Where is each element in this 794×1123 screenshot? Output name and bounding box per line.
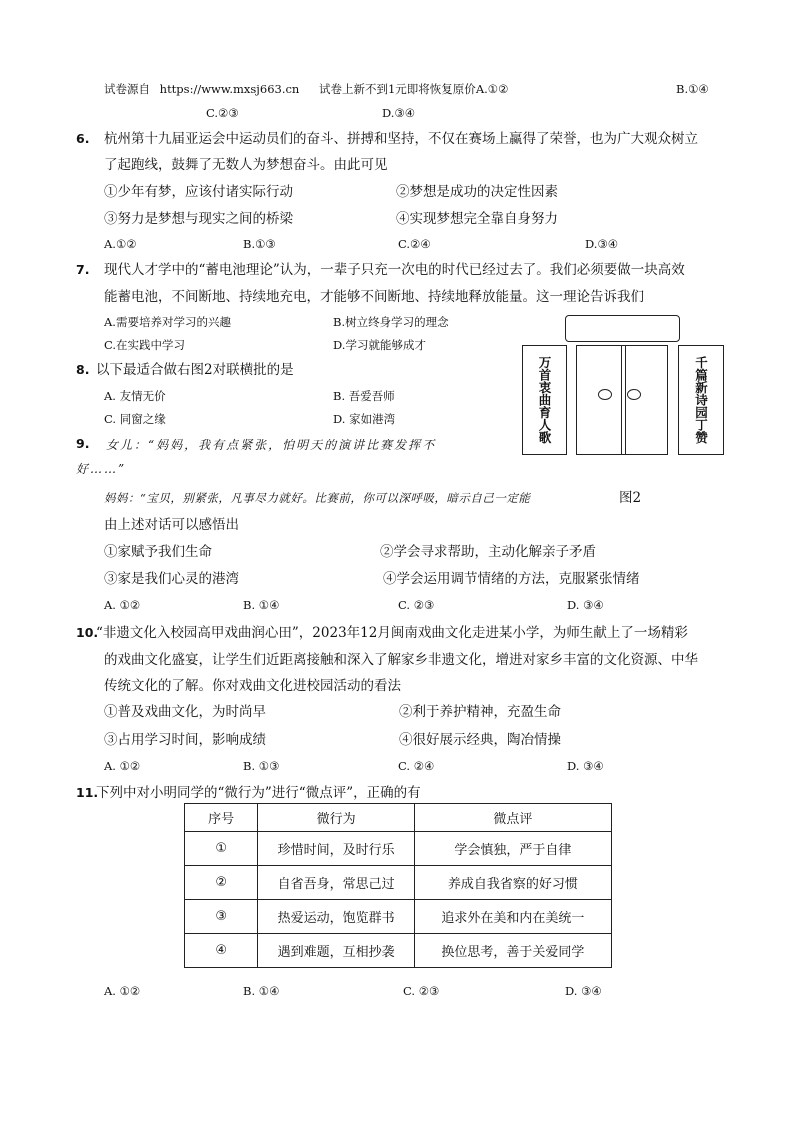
table-header: 微点评: [414, 804, 611, 832]
q6-stem-line2: 了起跑线，鼓舞了无数人为梦想奋斗。由此可见: [104, 157, 388, 173]
q9-number: 9.: [76, 436, 90, 451]
q9-statement-2: ②学会寻求帮助，主动化解亲子矛盾: [380, 544, 596, 560]
prev-option-c: C.②③: [206, 106, 239, 120]
q10-stem-line2: 的戏曲文化盛宴，让学生们近距离接触和深入了解家乡非遗文化，增进对家乡丰富的文化资源、中华: [104, 652, 698, 668]
q8-option-b: B. 吾爱吾师: [333, 389, 395, 403]
q10-stem-line1: “非遗文化入校园高甲戏曲润心田”，2023年12月闽南戏曲文化走进某小学，为师生献上了一场精彩: [96, 625, 688, 641]
q8-option-d: D. 家如港湾: [333, 412, 396, 426]
q6-statement-2: ②梦想是成功的决定性因素: [396, 184, 558, 200]
q9-daughter-line1: 女儿：“妈妈，我有点紧张，怕明天的演讲比赛发挥不: [106, 438, 437, 452]
left-couplet-text: 万首衷曲育人歌: [537, 356, 552, 444]
q10-statement-3: ③占用学习时间，影响成绩: [104, 732, 266, 748]
table-row: [185, 866, 612, 900]
table-cell: ②: [185, 866, 258, 900]
q11-option-a: A. ①②: [104, 984, 141, 998]
q10-option-d: D. ③④: [567, 759, 604, 773]
table-cell: 热爱运动，饱览群书: [258, 900, 415, 934]
q11-option-d: D. ③④: [565, 984, 602, 998]
q7-stem-line2: 能蓄电池，不间断地、持续地充电，才能够不间断地、持续地释放能量。这一理论告诉我们: [104, 289, 644, 305]
q7-option-a: A.需要培养对学习的兴趣: [104, 315, 231, 329]
q6-number: 6.: [76, 131, 90, 146]
q11-option-b: B. ①④: [243, 984, 280, 998]
q8-number: 8.: [76, 362, 90, 377]
q9-option-a: A. ①②: [104, 598, 141, 612]
table-cell: 追求外在美和内在美统一: [414, 900, 611, 934]
source-line: [104, 80, 508, 98]
q7-stem-line1: 现代人才学中的“蓄电池理论”认为，一辈子只充一次电的时代已经过去了。我们必须要做一块高效: [104, 262, 685, 278]
q7-number: 7.: [76, 262, 90, 277]
table-cell: 自省吾身，常思己过: [258, 866, 415, 900]
q9-option-b: B. ①④: [243, 598, 280, 612]
door-knob-right: [627, 389, 641, 400]
left-couplet: [522, 345, 567, 455]
q9-daughter-line2: 好……”: [76, 462, 127, 476]
table-header-row: [185, 804, 612, 832]
table-cell: ③: [185, 900, 258, 934]
figure-2-caption: 图2: [619, 490, 642, 506]
table-row: [185, 832, 612, 866]
table-row: [185, 934, 612, 968]
q10-option-c: C. ②④: [398, 759, 435, 773]
table-row: [185, 900, 612, 934]
q8-option-c: C. 同窗之缘: [104, 412, 166, 426]
q6-option-b: B.①③: [243, 237, 276, 251]
q7-option-b: B.树立终身学习的理念: [333, 315, 449, 329]
q9-mom-line: 妈妈：“宝贝，别紧张，凡事尽力就好。比赛前，你可以深呼吸，暗示自己一定能: [104, 491, 531, 505]
q8-option-a: A. 友情无价: [104, 389, 166, 403]
q10-number: 10.: [76, 625, 99, 640]
q9-option-d: D. ③④: [567, 598, 604, 612]
q10-option-a: A. ①②: [104, 759, 141, 773]
q10-stem-line3: 传统文化的了解。你对戏曲文化进校园活动的看法: [104, 678, 401, 694]
q11-number: 11.: [76, 785, 99, 800]
q9-lead: 由上述对话可以感悟出: [104, 517, 239, 533]
q6-statement-1: ①少年有梦，应该付诸实际行动: [104, 184, 293, 200]
q10-option-b: B. ①③: [243, 759, 280, 773]
q10-statement-2: ②利于养护精神，充盈生命: [399, 704, 561, 720]
q7-option-c: C.在实践中学习: [104, 338, 186, 352]
table-cell: ①: [185, 832, 258, 866]
q6-statement-4: ④实现梦想完全靠自身努力: [396, 211, 558, 227]
table-cell: 遇到难题，互相抄袭: [258, 934, 415, 968]
table-cell: 换位思考，善于关爱同学: [414, 934, 611, 968]
right-couplet-text: 千篇新诗园丁赞: [693, 356, 709, 444]
source-url: https://www.mxsj663.cn: [159, 82, 300, 96]
source-label: 试卷源自: [104, 82, 150, 96]
prev-option-d: D.③④: [382, 106, 416, 120]
double-door: [576, 345, 668, 455]
q6-statement-3: ③努力是梦想与现实之间的桥梁: [104, 211, 293, 227]
prev-option-b: B.①④: [676, 82, 709, 96]
right-couplet: [678, 345, 724, 455]
horizontal-scroll-blank: [565, 315, 680, 342]
q6-option-c: C.②④: [398, 237, 431, 251]
evaluation-table: [184, 803, 612, 968]
table-cell: ④: [185, 934, 258, 968]
promo-text: 试卷上新不到1元即将恢复原价: [318, 82, 476, 96]
q6-option-a: A.①②: [104, 237, 137, 251]
q7-option-d: D.学习就能够成才: [333, 338, 426, 352]
q11-option-c: C. ②③: [403, 984, 440, 998]
q6-option-d: D.③④: [585, 237, 619, 251]
door-knob-left: [598, 389, 612, 400]
q9-option-c: C. ②③: [398, 598, 435, 612]
q10-statement-4: ④很好展示经典，陶冶情操: [399, 732, 561, 748]
table-header: 序号: [185, 804, 258, 832]
q11-stem: 下列中对小明同学的“微行为”进行“微点评”，正确的有: [96, 785, 421, 801]
prev-option-a: A.①②: [475, 82, 509, 96]
table-cell: 养成自我省察的好习惯: [414, 866, 611, 900]
q8-stem: 以下最适合做右图2对联横批的是: [96, 362, 294, 378]
table-cell: 学会慎独，严于自律: [414, 832, 611, 866]
table-cell: 珍惜时间，及时行乐: [258, 832, 415, 866]
q10-statement-1: ①普及戏曲文化，为时尚早: [104, 704, 266, 720]
table-header: 微行为: [258, 804, 415, 832]
q9-statement-1: ①家赋予我们生命: [104, 544, 212, 560]
q9-statement-3: ③家是我们心灵的港湾: [104, 571, 239, 587]
q6-stem-line1: 杭州第十九届亚运会中运动员们的奋斗、拼搏和坚持，不仅在赛场上赢得了荣誉，也为广大观众树立: [104, 131, 698, 147]
q9-statement-4: ④学会运用调节情绪的方法，克服紧张情绪: [383, 571, 640, 587]
